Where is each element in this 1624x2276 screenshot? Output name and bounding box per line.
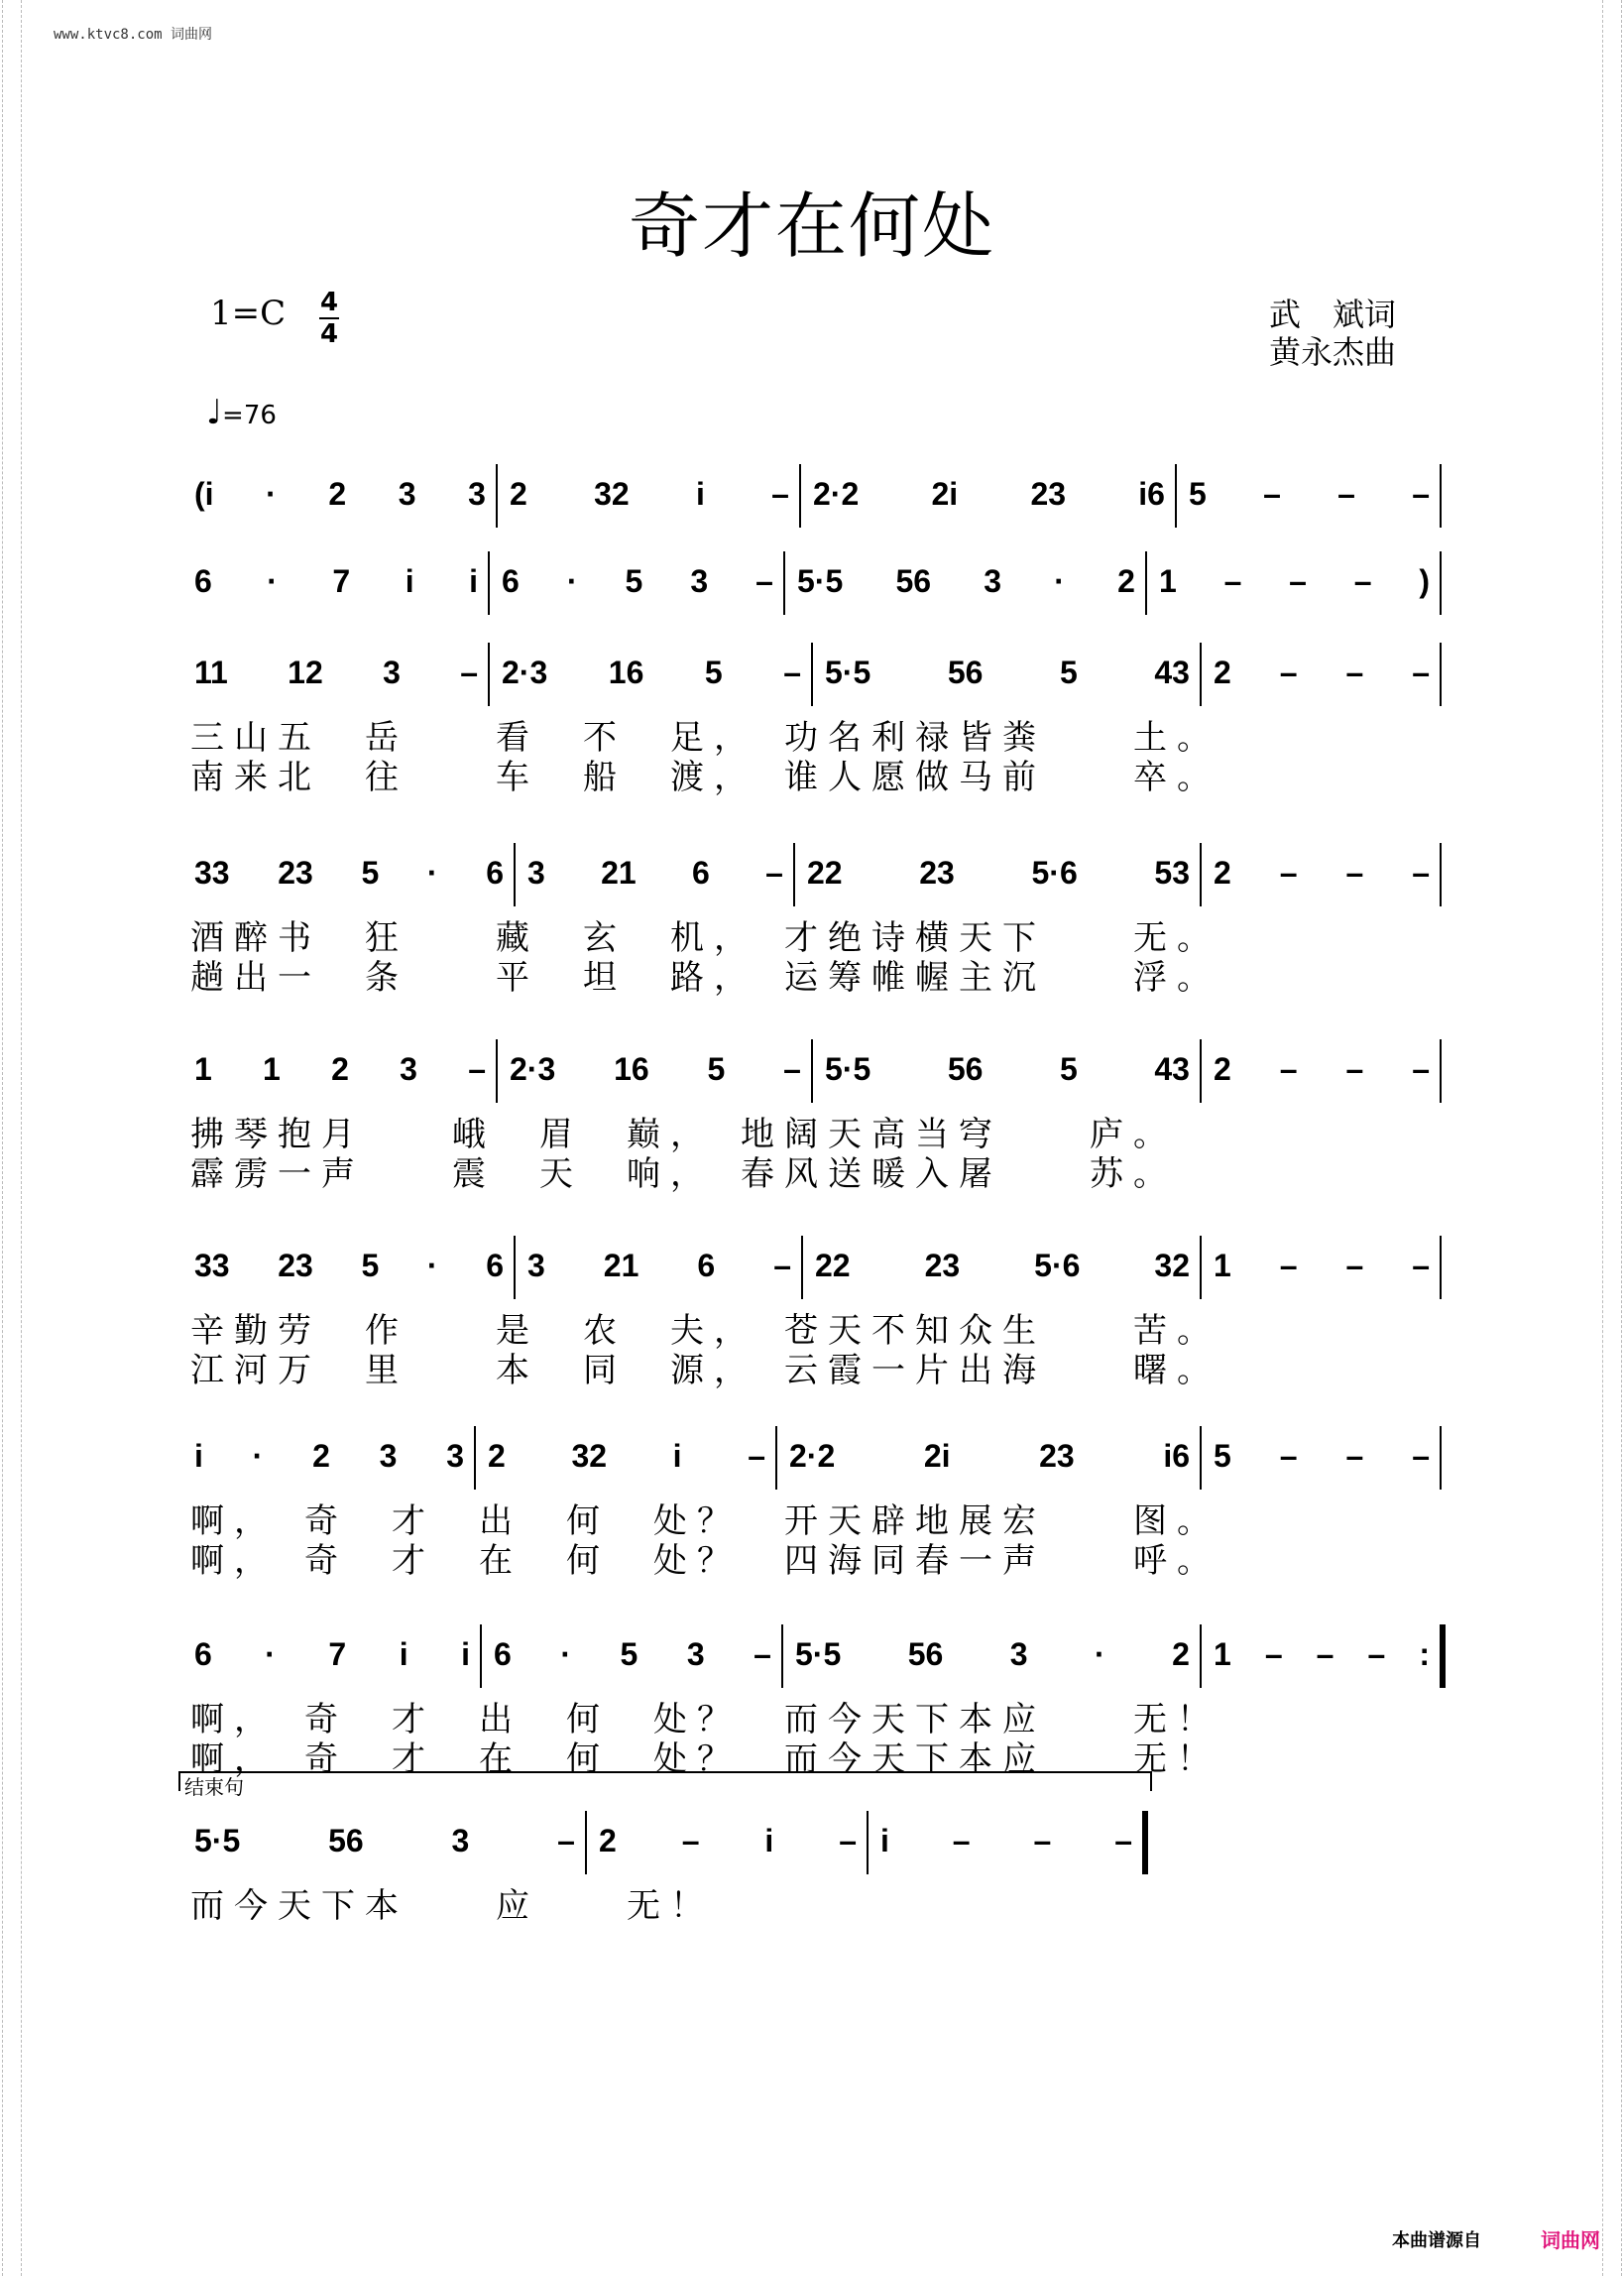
note: – — [1337, 476, 1355, 512]
barline — [514, 1236, 516, 1299]
note: 2 — [510, 476, 527, 512]
barline — [781, 1624, 783, 1688]
note: 3 — [451, 1823, 470, 1858]
barline — [799, 464, 801, 528]
note: 11 — [194, 655, 228, 690]
note: 12 — [288, 655, 323, 690]
barline — [1142, 1811, 1148, 1874]
note: 32 — [1154, 1248, 1190, 1283]
note: 3 — [690, 563, 709, 599]
note: i — [405, 563, 414, 599]
note: 23 — [1030, 476, 1067, 512]
measure — [1214, 1636, 1430, 1706]
note: – — [1279, 855, 1298, 891]
note: 6 — [692, 855, 710, 891]
note: 3 — [1009, 1636, 1028, 1672]
note: – — [1033, 1823, 1052, 1858]
note: · — [426, 855, 438, 891]
footer-brand[interactable]: 词曲网 — [1541, 2228, 1600, 2252]
note: 7 — [332, 563, 351, 599]
note: 5 — [1189, 476, 1207, 512]
note: 56 — [895, 563, 932, 599]
note: 5 — [620, 1636, 638, 1672]
note: i6 — [1163, 1438, 1190, 1474]
right-watermark-strip — [1602, 0, 1622, 2276]
note: 2 — [1214, 655, 1231, 690]
note: 5·5 — [795, 1636, 842, 1672]
note: 6 — [486, 1248, 504, 1283]
ending-label: 结束句 — [184, 1775, 244, 1799]
barline — [1440, 1624, 1446, 1688]
note: i — [399, 1636, 408, 1672]
note: 3 — [527, 1248, 545, 1283]
note: 3 — [686, 1636, 705, 1672]
lyric-line: 啊， 奇 才 出 何 处？ 开天辟地展宏 图。 — [190, 1501, 1220, 1541]
left-watermark-strip — [2, 0, 22, 2276]
note: 3 — [400, 1051, 417, 1087]
lyric-line: 霹雳一声 震 天 响， 春风送暖入屠 苏。 — [190, 1154, 1177, 1194]
note: ) — [1419, 563, 1430, 599]
barline — [474, 1426, 476, 1490]
lyric-line: 拂琴抱月 峨 眉 巅， 地阔天高当穹 庐。 — [190, 1115, 1177, 1154]
note: – — [1412, 1051, 1430, 1087]
note: – — [681, 1823, 700, 1858]
barline — [1200, 843, 1202, 906]
barline — [1440, 1426, 1442, 1490]
lyric-line: 而今天下本 应 无！ — [190, 1886, 714, 1926]
note: 5 — [361, 855, 380, 891]
note: 2 — [1214, 855, 1231, 891]
barline — [480, 1624, 482, 1688]
tempo-marking — [206, 393, 277, 432]
measure — [1214, 655, 1430, 724]
note: – — [773, 1248, 791, 1283]
barline — [1200, 1236, 1202, 1299]
note: 22 — [815, 1248, 851, 1283]
note: – — [1223, 563, 1242, 599]
note: 22 — [807, 855, 843, 891]
measure — [1159, 563, 1430, 633]
note: 2 — [1117, 563, 1135, 599]
note: 2·3 — [502, 655, 548, 690]
note: 32 — [571, 1438, 608, 1474]
note: 3 — [984, 563, 1002, 599]
note: · — [566, 563, 578, 599]
note: 5·5 — [825, 1051, 871, 1087]
note: : — [1419, 1636, 1430, 1672]
note: – — [1345, 855, 1364, 891]
lyric-line: 啊， 奇 才 出 何 处？ 而今天下本应 无！ — [190, 1700, 1220, 1739]
note: · — [266, 476, 277, 512]
site-url[interactable]: www.ktvc8.com 词曲网 — [54, 27, 213, 43]
note: · — [267, 563, 278, 599]
note: 3 — [379, 1438, 398, 1474]
note: – — [748, 1438, 765, 1474]
barline — [1145, 551, 1147, 615]
note: – — [1412, 1248, 1430, 1283]
note: i — [672, 1438, 682, 1474]
barline — [496, 464, 498, 528]
note: 23 — [278, 1248, 313, 1283]
note: – — [1264, 1636, 1283, 1672]
note: 2·2 — [813, 476, 860, 512]
note: (i — [194, 476, 214, 512]
note: 2i — [931, 476, 959, 512]
note: i — [880, 1823, 889, 1858]
barline — [488, 551, 490, 615]
note: 5 — [1060, 655, 1078, 690]
lyric-line: 酒醉书 狂 藏 玄 机， 才绝诗横天下 无。 — [190, 918, 1220, 958]
measure — [1214, 1051, 1430, 1121]
barline — [1440, 464, 1442, 528]
note: · — [426, 1248, 438, 1283]
barline — [1440, 843, 1442, 906]
note: 2 — [599, 1823, 617, 1858]
measure — [502, 563, 773, 633]
note: 43 — [1154, 655, 1190, 690]
barline — [1440, 643, 1442, 706]
note: – — [468, 1051, 486, 1087]
note: – — [1279, 655, 1298, 690]
note: 6 — [697, 1248, 716, 1283]
measure — [194, 476, 486, 545]
note: – — [1289, 563, 1307, 599]
note: 16 — [614, 1051, 649, 1087]
note: i — [194, 1438, 203, 1474]
note: · — [1095, 1636, 1105, 1672]
measure — [813, 476, 1165, 545]
lyricist-credit: 武 斌词 — [1269, 296, 1397, 333]
note: 33 — [194, 855, 230, 891]
measure — [1214, 1248, 1430, 1317]
key-signature: 1=C — [210, 294, 287, 333]
note: 33 — [194, 1248, 230, 1283]
barline — [783, 551, 785, 615]
note: – — [460, 655, 478, 690]
barline — [496, 1039, 498, 1103]
note: 23 — [924, 1248, 961, 1283]
note: 23 — [278, 855, 313, 891]
note: – — [771, 476, 789, 512]
note: – — [1345, 1438, 1364, 1474]
barline — [775, 1426, 777, 1490]
note: 5 — [625, 563, 643, 599]
note: 1 — [263, 1051, 281, 1087]
note: – — [1114, 1823, 1132, 1858]
barline — [1440, 551, 1442, 615]
note: – — [1279, 1248, 1298, 1283]
note: 6 — [502, 563, 520, 599]
song-title: 奇才在何处 — [628, 184, 995, 268]
note: 56 — [328, 1823, 364, 1858]
measure — [797, 563, 1135, 633]
note: · — [265, 1636, 276, 1672]
note: – — [1279, 1051, 1298, 1087]
barline — [801, 1236, 803, 1299]
credits — [1269, 296, 1396, 371]
note: – — [1367, 1636, 1386, 1672]
note: 5·6 — [1031, 855, 1078, 891]
note: – — [1345, 655, 1364, 690]
note: – — [839, 1823, 857, 1858]
measure — [510, 476, 789, 545]
note: 6 — [194, 1636, 212, 1672]
lyric-line: 啊， 奇 才 在 何 处？ 而今天下本应 无！ — [190, 1739, 1220, 1779]
barline — [811, 643, 813, 706]
note: 5 — [1214, 1438, 1231, 1474]
measure — [1214, 855, 1430, 924]
note: – — [755, 563, 773, 599]
note: i — [695, 476, 705, 512]
note: 3 — [398, 476, 416, 512]
note: – — [1412, 1438, 1430, 1474]
barline — [585, 1811, 587, 1874]
barline — [1200, 1426, 1202, 1490]
note: 56 — [907, 1636, 944, 1672]
note: 53 — [1154, 855, 1190, 891]
note: i — [764, 1823, 774, 1858]
note: i6 — [1138, 476, 1165, 512]
note: – — [1412, 855, 1430, 891]
note: – — [783, 1051, 801, 1087]
note: 1 — [1159, 563, 1177, 599]
note: – — [1353, 563, 1372, 599]
lyric-line: 江河万 里 本 同 源， 云霞一片出海 曙。 — [190, 1351, 1220, 1390]
note: – — [1263, 476, 1281, 512]
barline — [793, 843, 795, 906]
note: 5·5 — [797, 563, 844, 599]
note: 3 — [446, 1438, 464, 1474]
note: 32 — [594, 476, 630, 512]
note: 43 — [1154, 1051, 1190, 1087]
note: 2 — [331, 1051, 349, 1087]
ending-bracket — [178, 1771, 1152, 1791]
note: – — [765, 855, 783, 891]
note: i — [461, 1636, 470, 1672]
note: · — [560, 1636, 571, 1672]
note: 2 — [1172, 1636, 1190, 1672]
note: 23 — [1039, 1438, 1075, 1474]
note: 7 — [328, 1636, 347, 1672]
note: 5 — [1060, 1051, 1078, 1087]
note: 5 — [707, 1051, 726, 1087]
lyric-line: 南来北 往 车 船 渡， 谁人愿做马前 卒。 — [190, 758, 1220, 797]
note: 3 — [468, 476, 486, 512]
barline — [1440, 1039, 1442, 1103]
footer-source: 本曲谱源自 — [1392, 2230, 1481, 2251]
note: 5·5 — [825, 655, 871, 690]
barline — [1200, 643, 1202, 706]
lyric-line: 啊， 奇 才 在 何 处？ 四海同春一声 呼。 — [190, 1541, 1220, 1581]
note: i — [469, 563, 478, 599]
time-signature — [319, 290, 339, 347]
tempo-value: =76 — [222, 401, 277, 430]
note: – — [783, 655, 801, 690]
note: – — [1345, 1248, 1364, 1283]
time-signature-bottom: 4 — [319, 319, 339, 349]
note: · — [1054, 563, 1065, 599]
note: 6 — [486, 855, 504, 891]
note: – — [1412, 476, 1430, 512]
note: 3 — [527, 855, 545, 891]
composer-credit: 黄永杰曲 — [1269, 333, 1397, 371]
note: – — [1316, 1636, 1334, 1672]
measure — [1214, 1438, 1430, 1507]
note: – — [557, 1823, 575, 1858]
barline — [811, 1039, 813, 1103]
barline — [1175, 464, 1177, 528]
note: 2 — [1214, 1051, 1231, 1087]
note: 21 — [601, 855, 637, 891]
note: 23 — [919, 855, 955, 891]
note: 56 — [947, 655, 984, 690]
note: – — [952, 1823, 971, 1858]
note: 5·5 — [194, 1823, 241, 1858]
note: 5 — [704, 655, 723, 690]
barline — [1200, 1039, 1202, 1103]
note: 2 — [488, 1438, 506, 1474]
note: 2 — [328, 476, 347, 512]
note: 1 — [1214, 1248, 1231, 1283]
note: 16 — [608, 655, 644, 690]
lyric-line: 辛勤劳 作 是 农 夫， 苍天不知众生 苦。 — [190, 1311, 1220, 1351]
lyric-line: 趟出一 条 平 坦 路， 运筹帷幄主沉 浮。 — [190, 958, 1220, 998]
barline — [1200, 1624, 1202, 1688]
note: 21 — [603, 1248, 639, 1283]
barline — [867, 1811, 869, 1874]
note: 6 — [194, 563, 212, 599]
note: 1 — [1214, 1636, 1231, 1672]
note: 2i — [923, 1438, 951, 1474]
note: 3 — [383, 655, 401, 690]
note: 5·6 — [1034, 1248, 1081, 1283]
note: – — [754, 1636, 771, 1672]
lyric-line: 三山五 岳 看 不 足， 功名利禄皆粪 土。 — [190, 718, 1220, 758]
note: 1 — [194, 1051, 212, 1087]
note: 2 — [312, 1438, 330, 1474]
note: 2·3 — [510, 1051, 556, 1087]
barline — [1440, 1236, 1442, 1299]
note: – — [1412, 655, 1430, 690]
quarter-note-icon: ♩ — [206, 393, 223, 432]
note: 5 — [361, 1248, 380, 1283]
time-signature-top: 4 — [319, 288, 339, 317]
barline — [514, 843, 516, 906]
measure — [880, 1823, 1132, 1892]
barline — [488, 643, 490, 706]
note: 2·2 — [789, 1438, 836, 1474]
measure — [194, 563, 478, 633]
note: 56 — [947, 1051, 984, 1087]
note: 6 — [494, 1636, 512, 1672]
measure — [1189, 476, 1430, 545]
note: – — [1345, 1051, 1364, 1087]
note: – — [1279, 1438, 1298, 1474]
note: · — [252, 1438, 264, 1474]
